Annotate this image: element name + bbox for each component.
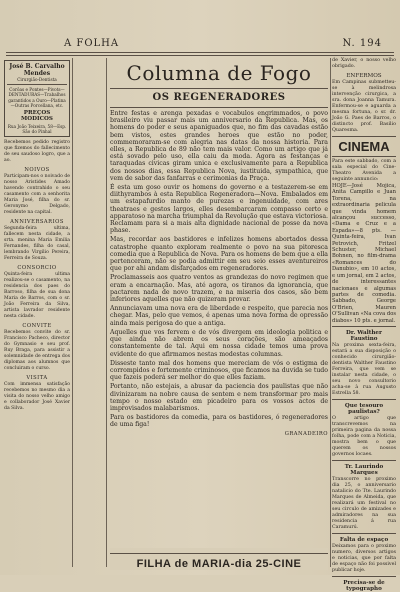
section-text: O artigo que transcrevemos na primeira pagina da nossa folha, pode com a Noticia, mostra bem o que querem os nossos governos locaes. — [332, 415, 396, 457]
section-rule — [332, 326, 396, 327]
column-divider — [330, 58, 331, 567]
section-heading: ANNIVERSARIOS — [10, 219, 64, 226]
ad-address: Rua João Teixeira, 58—Esp. São do Pinhal — [7, 124, 67, 135]
dentist-advertisement — [4, 60, 70, 137]
section-text: Participam-nos o noivado de nosso Aristides Amado havendo contrahido o seu casamento com a senhorita Maria José, filha do sr. Geronymo Delgado, residente na capital. — [4, 174, 70, 216]
column-divider — [72, 58, 73, 567]
section-heading: Precisa-se de typographo — [343, 579, 385, 592]
cinema-banner-text: FILHA de MARIA-dia 25-CINE — [110, 553, 328, 570]
article-paragraph: Proclamasseis aos quatro ventos as grandezas do novo regimen que eram a encarnação. Mas, até agora, os tiranos da ignorancia, que pactarem nada de novo trazem, e na miseria dos casos, são bem inferiores aquelles que não quizeram provar. — [110, 274, 328, 304]
section-heading: NOIVOS — [24, 167, 50, 174]
left-column — [4, 58, 70, 567]
section-text: Segunda-feira ultima, fallecem nesta cidade, a srta. menina Maria Emilia Fernandes, filha do casal, lembrando Virgilio Pereira, Ferreira de Souza. — [4, 226, 70, 262]
section-heading: Falta de espaço — [339, 536, 389, 543]
masthead — [6, 38, 394, 52]
section-heading: CONSORCIO — [17, 265, 57, 272]
section-text: Transcorre no proximo dia 25, o anniversario natalicio do Tte. Laurindo Marques de Almeida, que realizará um festival no seu circulo de amizades e admiradores na sua residencia á rua Caramurú. — [332, 476, 396, 530]
masthead-rule — [6, 52, 394, 53]
ad-services: Corôas e Pontes—Pivots—DENTADURAS—Trabalhos garantidos a Ouro—Platina—Outras Porcellana, etc. — [8, 87, 66, 108]
cinema-listing: HOJE—José Mojica, Anita Campillo e Juan Torena, na extraordinaria pelicula que vinda homem alcançou successo, «Dama e Cruz e a Espada»—8 pts. —Quinta-feira, Ivan Petrovich, Fritzel Schuster, Michael Bohnen, no film-drama «Romances do Danubio», em 10 actos, e um jornal, em 2 actos, de interessantes nacionaes e algumas partes de comedia. Sabbado, George O'Brien, Mauren O'Sullivan «Na cova dos diabos» 10 pts. e jornal. — [332, 183, 396, 324]
right-column — [332, 58, 396, 592]
article-paragraph: Entre festas e arenga pexadas e vocabulos engrimmados, o povo brasileiro viu passar mais um anniversario da Republica. Mas, os homens do poder e seus apaniguados que, no fim das cavadas estão bem vistos, estes grandes heroes que estão no poder, commemoraram-se com alegria nas datas da nossa historia. Para elles, a Republica de 89 não tem mais valor. Como um artigo que já está sovado pelo uso, ella caiu da moda. Agora as festanças e taraquadas civicas giram unica e exclusivamente para a Republica dos nossos dias, essa Republica Nova, iustituida, sympathica, que vem de sabor das fanfarras e cerimonias da Praça. — [110, 110, 328, 182]
cinema-banner — [110, 548, 328, 570]
ad-divider — [7, 84, 67, 85]
section-heading: Tr. Laurindo Marques — [344, 463, 384, 476]
issue-number: N. 194 — [342, 38, 382, 49]
headline-rule — [110, 107, 328, 108]
ad-prices: PREÇOS MODICOS — [21, 110, 53, 123]
article-paragraph: Para os bastidores da comedia, para os bastidores, ó regeneradores de uma figa! — [110, 414, 328, 429]
article-paragraph: Portanto, não estejais, a abusar da paciencia dos paulistas que não divinizaram na nobre causa de sentem e nem transformar pro mais tempo o nosso estado em picadeiro para os vossos actos de improvisados malabarismos. — [110, 383, 328, 412]
section-text: Para este sabbado, com a sala especial do Cine-Theatro Avenida a seguinte annuncio: — [332, 159, 396, 182]
section-text: Quinta-feira ultima realizou-se o casamento, na residencia dos paes do Barroso, filha de sua dona Maria de Barros, com o sr. João Ferreira da Silva, artista lavrador residente nesta cidade. — [4, 272, 70, 320]
article-paragraph: Disseste tanto mal dos homens que mereciam de vós o estigma de corrompidos e fortemente criminosos, que ficamos na duvida se tudo que fazeis poderá ser melhor do que elles faziam. — [110, 359, 328, 382]
article-paragraph: Aquelles que vos fervem e de vós divergem em ideologia politica e que ainda não abrem os seus corações, são ameaçados constantemente de tal. Aqui em nossa cidade temos uma prova evidente do que afirmamos nestas modestas columnas. — [110, 328, 328, 358]
section-text: Recebemos convite do sr. Francisco Pacheco, director do Gymnasio e seu prof. Ruy Braga, para assistir a solemnidade de entrega dos diplomas aos alumnos que concluiram o curso. — [4, 330, 70, 372]
article-signature: GRANADEIRO — [284, 430, 328, 437]
section-text: Em Campinas submetteu-se à melindrosa intervenção cirurgica, a sra. dona Joanna Tamura. Enfermou-se e aguarda a mesma fortuna, o sr. dr. João G. Paes de Barros, o distincto prof. Basilio Quaresma. — [332, 80, 396, 133]
section-heading: CONVITE — [22, 323, 52, 330]
section-heading: ENFERMOS — [346, 73, 382, 79]
section-text: Na proxima sexta-feira, estará a sua disposição o conhecido cirurgião-dentista Walther Faustino Ferreira, que vem se instalar nesta cidade, o seu novo consultorio acha-se à rua Augusto Estrella 58. — [332, 342, 396, 396]
title-rule — [110, 88, 328, 89]
article-paragraph: Mas, recordar aos bastidores e infelizes homens abortados dessa catastrophe quanto exploram realmente o povo na sua pitoresca comedia que a Republica de Nova. Para os homens de bem que a ella pertenceram, não se podia admittir em seu seio esses aventureiros que por ahi andam disfarçados em regeneradores. — [110, 236, 328, 273]
column-title: Columna de Fogo — [126, 61, 312, 85]
section-text: Deixamos para o proximo numero, diversos artigos e noticias, que por falta de espaço não foi possivel publicar hoje. — [332, 543, 396, 573]
section-rule — [332, 399, 396, 400]
paper-name: A FOLHA — [64, 38, 120, 49]
column-divider — [106, 58, 107, 567]
ad-name: José B. Carvalho Mendes — [9, 63, 65, 77]
ad-footer-text: Recebemos pedido registro que fizemos do fallecimento de seu saudoso logro, que a ao. — [4, 140, 70, 164]
intro-text: de Xavier, o nosso velho obrigado. — [332, 58, 396, 69]
middle-column — [110, 58, 328, 567]
ad-profession: Cirurgião-Dentista — [17, 77, 57, 82]
section-rule — [332, 576, 396, 577]
section-rule — [332, 460, 396, 461]
section-heading: Dr. Walther Faustino — [346, 329, 382, 342]
article-paragraph: Annunciavam uma nova era de liberdade e respeito, que parecia nos chegar. Mas, pelo que vemos, é apenas uma nova forma de opressão ainda mais perigosa do que a antiga. — [110, 305, 328, 327]
section-text: Com immensa satisfação recebemos no mesmo dia a visita do nosso velho amigo e collaborador José Xavier da Silva. — [4, 382, 70, 412]
section-heading: Que tesouro paulistas? — [344, 402, 384, 415]
section-rule — [332, 533, 396, 534]
article-paragraph: É esta um goso ouvir os homens do governo e a testazerem-se em diithyrambos à esta Republica Regeneradora—Nova. Embalados em um estapafurdio manto de purezas e ingenuidade, com ares theatraes e gestos largos, elles desembarcaram compasso certo e apparatoso na marcha triumphal da Revolução que estava victoriosa. Reclamam para si a mais alta dignidade nacional de posse da nova phase. — [110, 184, 328, 235]
section-rule — [332, 156, 396, 157]
cinema-heading: CINEMA — [338, 139, 390, 154]
masthead-rule-double — [6, 55, 394, 56]
section-rule — [332, 136, 396, 137]
article-headline: OS REGENERADORES — [152, 92, 286, 103]
section-heading: VISITA — [26, 375, 48, 382]
